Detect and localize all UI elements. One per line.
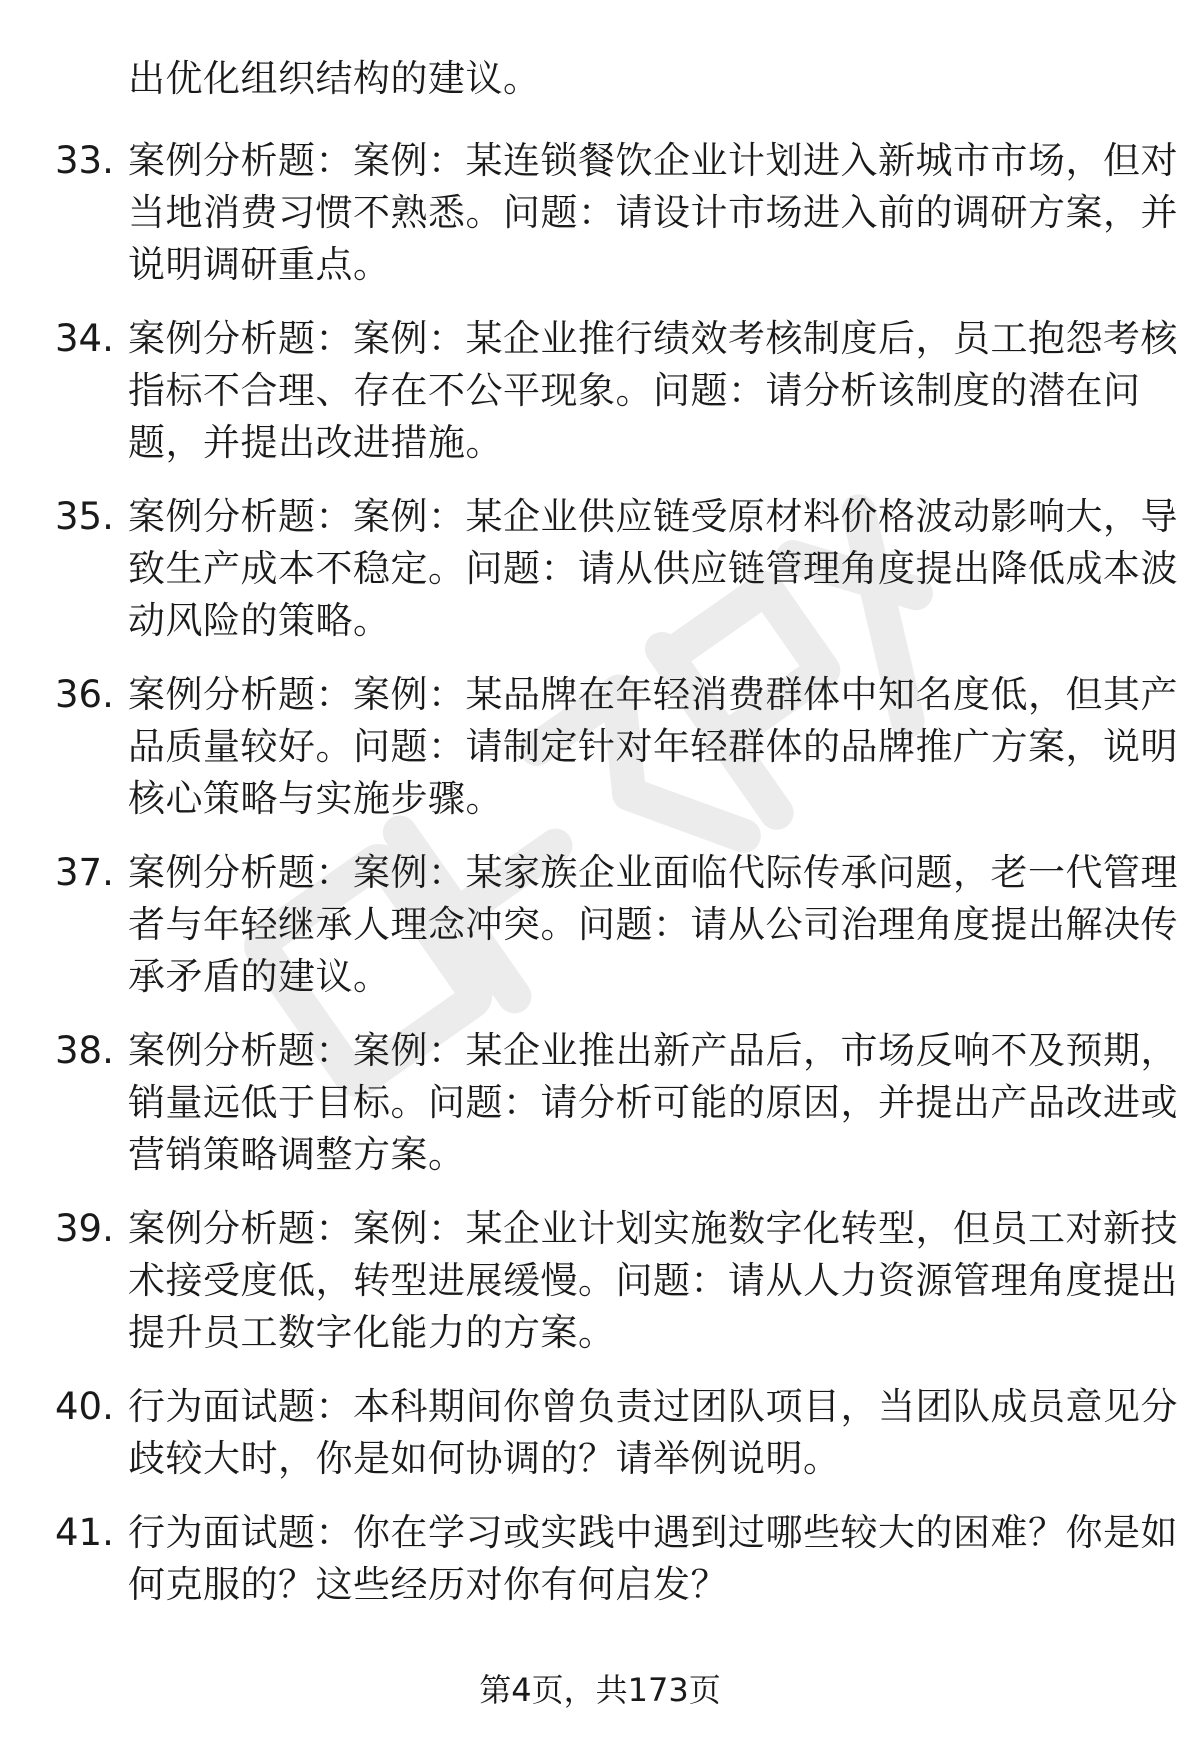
question-number: 34. — [55, 317, 114, 360]
question-text-line: 动风险的策略。 — [128, 599, 391, 642]
question-text-line: 案例分析题：案例：某企业推出新产品后，市场反响不及预期， — [128, 1029, 1178, 1072]
question-text-line: 当地消费习惯不熟悉。问题：请设计市场进入前的调研方案，并 — [128, 191, 1178, 234]
question-number: 33. — [55, 139, 114, 182]
question-text-line: 案例分析题：案例：某企业计划实施数字化转型，但员工对新技 — [128, 1207, 1178, 1250]
page-footer: 第4页，共173页 — [479, 1671, 721, 1709]
question-text-line: 案例分析题：案例：某企业推行绩效考核制度后，员工抱怨考核 — [128, 317, 1178, 360]
question-text-line: 承矛盾的建议。 — [128, 955, 391, 998]
question-number: 40. — [55, 1385, 114, 1428]
question-text-line: 歧较大时，你是如何协调的？请举例说明。 — [128, 1437, 841, 1480]
question-text-line: 说明调研重点。 — [128, 243, 391, 286]
question-number: 37. — [55, 851, 114, 894]
question-number: 36. — [55, 673, 114, 716]
question-text-line: 案例分析题：案例：某企业供应链受原材料价格波动影响大，导 — [128, 495, 1178, 538]
question-text-line: 致生产成本不稳定。问题：请从供应链管理角度提出降低成本波 — [128, 547, 1178, 590]
question-text-line: 行为面试题：本科期间你曾负责过团队项目，当团队成员意见分 — [128, 1385, 1178, 1428]
question-number: 38. — [55, 1029, 114, 1072]
question-text-line: 营销策略调整方案。 — [128, 1133, 466, 1176]
question-text-line: 术接受度低，转型进展缓慢。问题：请从人力资源管理角度提出 — [128, 1259, 1178, 1302]
question-text-line: 提升员工数字化能力的方案。 — [128, 1311, 616, 1354]
question-text-line: 案例分析题：案例：某连锁餐饮企业计划进入新城市市场，但对 — [128, 139, 1178, 182]
question-text-line: 题，并提出改进措施。 — [128, 421, 503, 464]
question-text-line: 何克服的？这些经历对你有何启发？ — [128, 1563, 728, 1606]
question-text-line: 案例分析题：案例：某品牌在年轻消费群体中知名度低，但其产 — [128, 673, 1178, 716]
continuation-line: 出优化组织结构的建议。 — [128, 57, 541, 100]
question-number: 41. — [55, 1511, 114, 1554]
question-number: 35. — [55, 495, 114, 538]
question-text-line: 品质量较好。问题：请制定针对年轻群体的品牌推广方案，说明 — [128, 725, 1178, 768]
question-text-line: 核心策略与实施步骤。 — [128, 777, 503, 820]
question-text-line: 销量远低于目标。问题：请分析可能的原因，并提出产品改进或 — [128, 1081, 1178, 1124]
question-text-line: 者与年轻继承人理念冲突。问题：请从公司治理角度提出解决传 — [128, 903, 1178, 946]
question-text-line: 行为面试题：你在学习或实践中遇到过哪些较大的困难？你是如 — [128, 1511, 1178, 1554]
question-text-line: 指标不合理、存在不公平现象。问题：请分析该制度的潜在问 — [128, 369, 1141, 412]
question-number: 39. — [55, 1207, 114, 1250]
question-text-line: 案例分析题：案例：某家族企业面临代际传承问题，老一代管理 — [128, 851, 1178, 894]
